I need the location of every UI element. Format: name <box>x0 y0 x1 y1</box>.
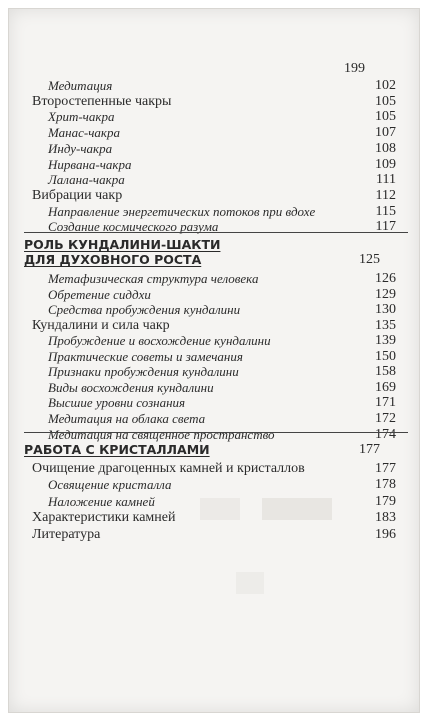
toc-subentry <box>48 493 408 511</box>
toc-entry-title: Создание космического разума <box>48 219 219 235</box>
toc-entry <box>32 509 408 527</box>
toc-entry <box>32 460 408 478</box>
toc-page-number: 169 <box>375 379 396 395</box>
toc-page-number: 158 <box>375 364 396 380</box>
toc-entry-title: Очищение драгоценных камней и кристаллов <box>32 461 305 476</box>
toc-page-number: 183 <box>375 510 396 526</box>
toc-entry-title: Лалана-чакра <box>48 172 125 188</box>
toc-page-number: 179 <box>375 493 396 509</box>
toc-entry-title: Освящение кристалла <box>48 477 172 493</box>
toc-page-number: 135 <box>375 317 396 333</box>
toc-entry-title: Инду-чакра <box>48 140 113 156</box>
toc-entry-title: Высшие уровни сознания <box>48 395 186 411</box>
toc-page-number: 129 <box>375 286 396 302</box>
toc-page-number: 102 <box>375 78 396 93</box>
toc-entry-title: Наложение камней <box>48 493 155 509</box>
toc-page-number: 171 <box>375 395 396 411</box>
toc-page-number: 105 <box>375 109 396 125</box>
toc-entry-title: Вибрации чакр <box>32 187 123 203</box>
section-heading: ДЛЯ ДУХОВНОГО РОСТА 125 <box>24 252 380 267</box>
toc-page-number: 115 <box>375 203 396 219</box>
toc-entry-title: Хрит-чакра <box>48 109 115 125</box>
toc-page-number: 109 <box>375 156 396 172</box>
toc-entry-title: Второстепенные чакры <box>32 93 172 109</box>
section-heading: РАБОТА С КРИСТАЛЛАМИ 177 <box>24 442 380 457</box>
toc-entry-title: Медитация на облака света <box>48 410 206 426</box>
toc-entry-title: Кундалини и сила чакр <box>32 317 170 333</box>
toc-entry-title: Метафизическая структура человека <box>48 271 259 286</box>
toc-entry-title: Медитация <box>48 78 113 93</box>
toc-page-number: 108 <box>375 140 396 156</box>
section-heading: РОЛЬ КУНДАЛИНИ-ШАКТИ <box>24 237 221 252</box>
toc-page-number: 150 <box>375 348 396 364</box>
toc-page-number: 107 <box>375 125 396 141</box>
toc-page-number: 105 <box>375 93 396 109</box>
toc-page-number: 177 <box>375 461 396 476</box>
toc-page-number: 112 <box>375 187 396 203</box>
toc-page-number: 196 <box>375 526 396 542</box>
toc-subentry <box>48 218 408 236</box>
divider <box>24 232 408 233</box>
toc-page-number: 111 <box>376 172 396 188</box>
toc-subentry <box>48 476 408 494</box>
top-page-number: 199 <box>344 61 365 76</box>
toc-page-number: 130 <box>375 302 396 318</box>
toc-entry-title: Обретение сиддхи <box>48 286 151 302</box>
toc-entry-title: Признаки пробуждения кундалини <box>48 364 239 380</box>
toc-page-number: 139 <box>375 333 396 349</box>
toc-entry-title: Практические советы и замечания <box>48 348 243 364</box>
toc-page-number: 172 <box>375 410 396 426</box>
toc-entry-title: Нирвана-чакра <box>48 156 132 172</box>
toc-page-number: 174 <box>375 426 396 442</box>
toc-entry-title: Манас-чакра <box>48 125 120 141</box>
toc-page-number: 126 <box>375 271 396 286</box>
toc-entry-title: Средства пробуждения кундалини <box>48 302 241 318</box>
divider <box>24 432 408 433</box>
toc-entry-title: Направление энергетических потоков при вдохе <box>48 203 316 219</box>
toc-entry-title: Медитация на священное пространство <box>48 426 275 442</box>
toc-entry-title: Пробуждение и восхождение кундалини <box>48 333 271 349</box>
toc-entry <box>32 526 408 544</box>
toc-page-number: 117 <box>375 219 396 235</box>
toc-entry-title: Характеристики камней <box>32 510 176 526</box>
toc-entry-title: Виды восхождения кундалини <box>48 379 214 395</box>
toc-page-number: 178 <box>375 477 396 493</box>
toc-entry-title: Литература <box>32 526 101 542</box>
